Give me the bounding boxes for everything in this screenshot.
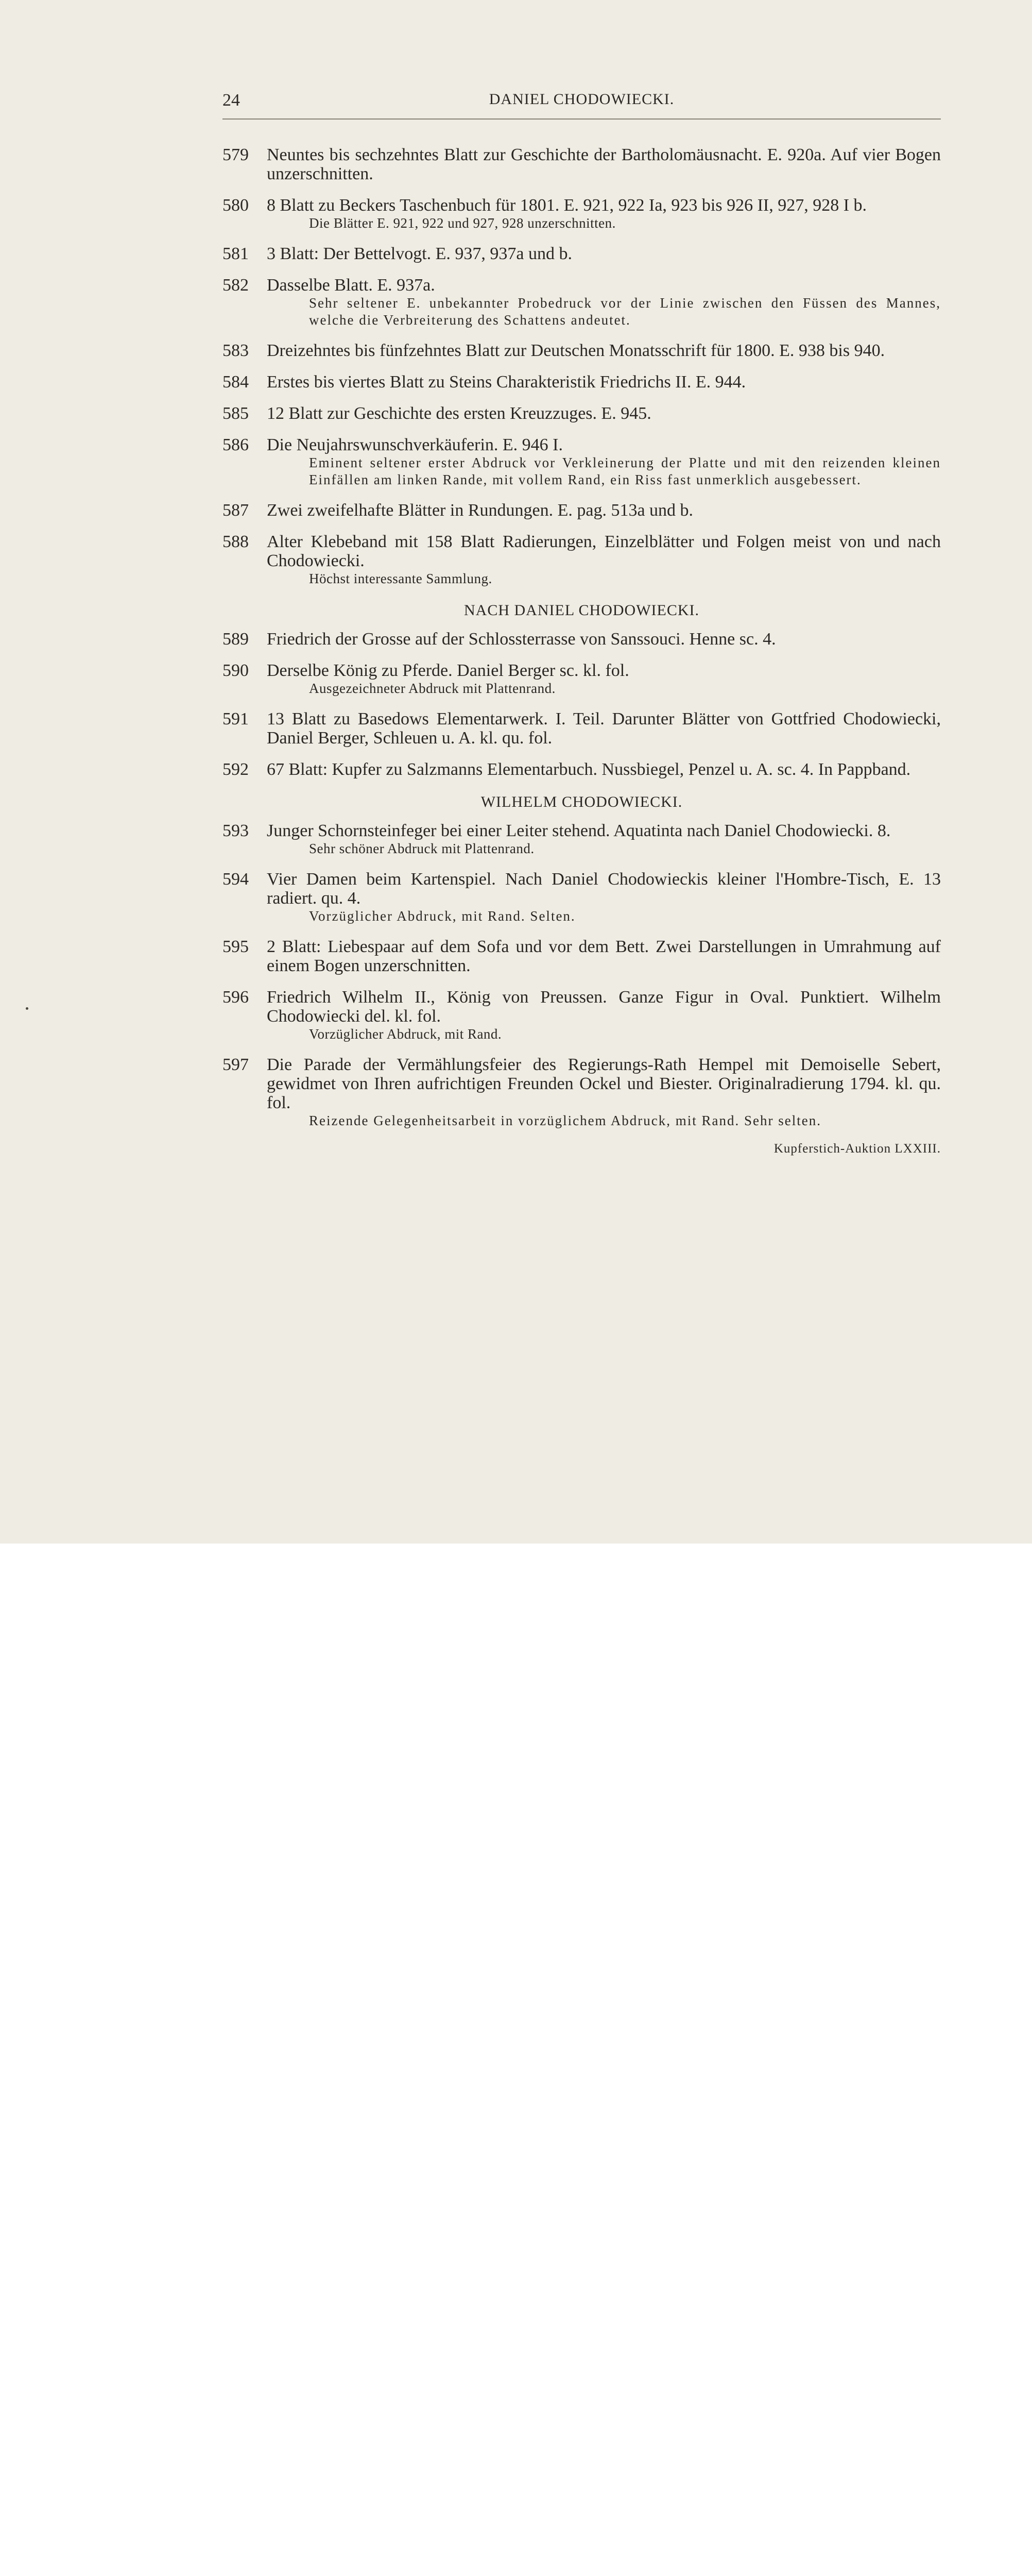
header-rule	[222, 118, 941, 120]
entry-text: Friedrich Wilhelm II., König von Preussen. Ganze Figur in Oval. Punktiert. Wilhelm Chodowiecki del. kl. fol.	[267, 988, 941, 1026]
entry-number: 595	[222, 937, 249, 956]
catalogue-entry	[222, 661, 941, 697]
entry-note: Ausgezeichneter Abdruck mit Plattenrand.	[309, 681, 556, 696]
catalogue-entry	[222, 760, 941, 779]
entry-number: 589	[222, 630, 249, 649]
stray-dot	[26, 1007, 28, 1010]
entry-text: Friedrich der Grosse auf der Schlossterrasse von Sanssouci. Henne sc. 4.	[267, 630, 776, 649]
entry-note: Sehr seltener E. unbekannter Probedruck vor der Linie zwischen den Füssen des Mannes, welche die Verbreiterung des Schattens andeutet.	[309, 295, 941, 328]
entry-text: 12 Blatt zur Geschichte des ersten Kreuzzuges. E. 945.	[267, 404, 651, 423]
entry-text: Vier Damen beim Kartenspiel. Nach Daniel Chodowieckis kleiner l'Hombre-Tisch, E. 13 radiert. qu. 4.	[267, 870, 941, 908]
entry-note: Eminent seltener erster Abdruck vor Verkleinerung der Platte und mit den reizenden kleinen Einfällen am linken Rande, mit vollem Rand, ein Riss fast unmerklich ausgebessert.	[309, 455, 941, 487]
entry-text: Zwei zweifelhafte Blätter in Rundungen. E. pag. 513a und b.	[267, 501, 694, 520]
entry-text: Junger Schornsteinfeger bei einer Leiter stehend. Aquatinta nach Daniel Chodowiecki. 8.	[267, 821, 891, 840]
digitization-footer	[0, 1544, 1032, 1623]
entry-text: 67 Blatt: Kupfer zu Salzmanns Elementarbuch. Nussbiegel, Penzel u. A. sc. 4. In Pappband.	[267, 760, 911, 779]
catalogue-entry	[222, 145, 941, 183]
entry-number: 590	[222, 661, 249, 680]
page-header	[222, 91, 941, 116]
entry-number: 594	[222, 870, 249, 889]
entry-list-top	[222, 145, 941, 587]
entry-number: 591	[222, 709, 249, 728]
section-heading-wilhelm: WILHELM CHODOWIECKI.	[480, 793, 683, 810]
entry-text: Alter Klebeband mit 158 Blatt Radierungen, Einzelblätter und Folgen meist von und nach Chodowiecki.	[267, 532, 941, 570]
entry-text: Die Parade der Vermählungsfeier des Regierungs-Rath Hempel mit Demoiselle Sebert, gewidmet von Ihren aufrichtigen Freunden Ockel und Biester. Originalradierung 1794. kl. qu. fol.	[267, 1055, 941, 1112]
running-title: DANIEL CHODOWIECKI.	[489, 91, 675, 108]
catalogue-entry	[222, 372, 941, 392]
catalogue-entry	[222, 435, 941, 488]
entry-text: 8 Blatt zu Beckers Taschenbuch für 1801. E. 921, 922 Ia, 923 bis 926 II, 927, 928 I b.	[267, 196, 867, 215]
entry-number: 584	[222, 372, 249, 392]
entry-number: 582	[222, 276, 249, 295]
entry-note: Sehr schöner Abdruck mit Plattenrand.	[309, 841, 535, 856]
catalogue-entry	[222, 404, 941, 423]
entry-text: 3 Blatt: Der Bettelvogt. E. 937, 937a und b.	[267, 244, 573, 263]
entry-text: Dasselbe Blatt. E. 937a.	[267, 276, 435, 295]
entry-text: 2 Blatt: Liebespaar auf dem Sofa und vor dem Bett. Zwei Darstellungen in Umrahmung auf einem Bogen unzerschnitten.	[267, 937, 941, 975]
catalogue-entry	[222, 988, 941, 1043]
entry-number: 593	[222, 821, 249, 840]
entry-number: 592	[222, 760, 249, 779]
entry-text: Dreizehntes bis fünfzehntes Blatt zur Deutschen Monatsschrift für 1800. E. 938 bis 940.	[267, 341, 885, 360]
auction-footer-note: Kupferstich-Auktion LXXIII.	[773, 1142, 941, 1156]
entry-number: 587	[222, 501, 249, 520]
entry-number: 588	[222, 532, 249, 551]
entry-list-nach	[222, 630, 941, 779]
entry-number: 583	[222, 341, 249, 360]
page-number: 24	[222, 91, 240, 110]
entry-number: 581	[222, 244, 249, 263]
entry-number: 597	[222, 1055, 249, 1074]
entry-number: 586	[222, 435, 249, 454]
catalogue-entry	[222, 244, 941, 263]
entry-text: Derselbe König zu Pferde. Daniel Berger sc. kl. fol.	[267, 661, 629, 680]
catalogue-entry	[222, 501, 941, 520]
catalogue-content	[222, 145, 941, 1156]
entry-text: Neuntes bis sechzehntes Blatt zur Geschichte der Bartholomäusnacht. E. 920a. Auf vier Bogen unzerschnitten.	[267, 145, 941, 183]
catalogue-entry	[222, 532, 941, 587]
catalogue-entry	[222, 276, 941, 329]
catalogue-entry	[222, 1055, 941, 1129]
entry-note: Reizende Gelegenheitsarbeit in vorzüglichem Abdruck, mit Rand. Sehr selten.	[309, 1113, 822, 1128]
entry-note: Höchst interessante Sammlung.	[309, 571, 492, 586]
catalogue-entry	[222, 630, 941, 649]
catalogue-entry	[222, 196, 941, 232]
entry-number: 585	[222, 404, 249, 423]
section-heading-nach: NACH DANIEL CHODOWIECKI.	[464, 602, 699, 619]
entry-number: 596	[222, 988, 249, 1007]
catalogue-entry	[222, 937, 941, 975]
catalogue-entry	[222, 341, 941, 360]
entry-note: Vorzüglicher Abdruck, mit Rand.	[309, 1026, 502, 1042]
entry-note: Die Blätter E. 921, 922 und 927, 928 unzerschnitten.	[309, 215, 616, 231]
entry-note: Vorzüglicher Abdruck, mit Rand. Selten.	[309, 908, 576, 924]
entry-list-wilhelm	[222, 821, 941, 1129]
catalogue-entry	[222, 709, 941, 748]
catalogue-entry	[222, 870, 941, 925]
entry-text: Die Neujahrswunschverkäuferin. E. 946 I.	[267, 435, 563, 454]
entry-text: 13 Blatt zu Basedows Elementarwerk. I. Teil. Darunter Blätter von Gottfried Chodowiecki, Daniel Berger, Schleuen u. A. kl. qu. fol.	[267, 709, 941, 748]
entry-number: 579	[222, 145, 249, 164]
catalogue-entry	[222, 821, 941, 857]
entry-text: Erstes bis viertes Blatt zu Steins Charakteristik Friedrichs II. E. 944.	[267, 372, 746, 392]
entry-number: 580	[222, 196, 249, 215]
